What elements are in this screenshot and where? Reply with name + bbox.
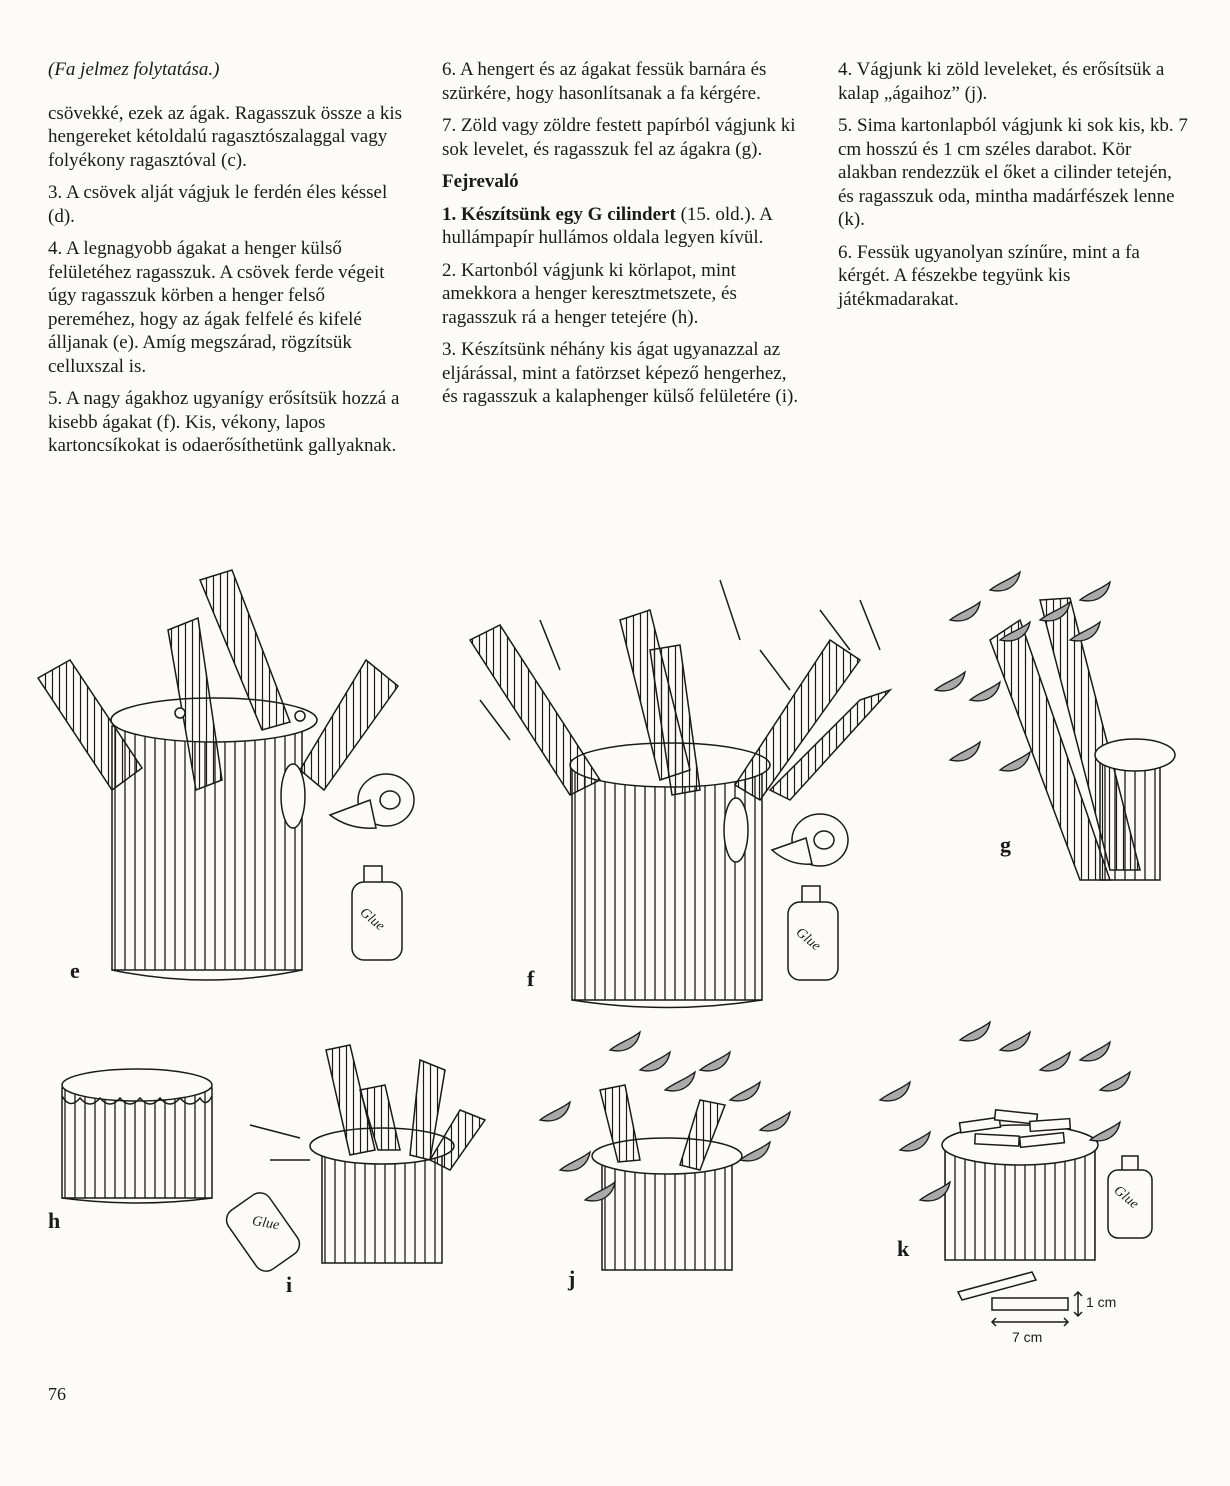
strip-dimension-diagram: [958, 1272, 1082, 1326]
glue-bottle-icon: [222, 1188, 304, 1276]
continuation-note: (Fa jelmez folytatása.): [48, 59, 220, 80]
page-number: 76: [48, 1384, 66, 1404]
figure-h: [62, 1069, 212, 1203]
figure-label-e: e: [70, 958, 80, 983]
paragraph: 3. A csövek alját vágjuk le ferdén éles késsel (d).: [48, 182, 388, 227]
paragraph: 5. A nagy ágakhoz ugyanígy erősítsük hozzá a kisebb ágakat (f). Kis, vékony, lapos kartoncsíkokat is odaerősíthetünk gallyaknak.: [48, 388, 400, 456]
figure-j: [540, 1032, 790, 1270]
glue-label: Glue: [792, 925, 824, 955]
paragraph: 4. Vágjunk ki zöld leveleket, és erősítsük a kalap „ágaihoz” (j).: [838, 59, 1165, 104]
figure-i: [222, 1045, 485, 1276]
paragraph: csövekké, ezek az ágak. Ragasszuk össze a kis hengereket kétoldalú ragasztószalaggal vagy folyékony ragasztóval (c).: [48, 102, 402, 171]
section-heading: Fejrevaló: [442, 171, 519, 192]
dimension-height-label: 1 cm: [1086, 1294, 1117, 1310]
bold-step: 1. Készítsünk egy G cilindert: [442, 203, 676, 225]
step-text: (15. old.). A hullámpapír hullámos oldala legyen kívül.: [442, 203, 772, 248]
figure-label-g: g: [1000, 832, 1011, 857]
paragraph: 6. Fessük ugyanolyan színűre, mint a fa kérgét. A fészekbe tegyünk kis játékmadarakat.: [838, 241, 1140, 310]
figure-label-h: h: [48, 1208, 61, 1233]
paragraph: 4. A legnagyobb ágakat a henger külső felületéhez ragasszuk. A csövek ferde végeit úgy ragasszuk körben a henger felső pereméhez, hogy az ágak felfelé és kifelé álljanak (e). Amíg megszárad, rögzítsük celluxszal is.: [48, 238, 385, 377]
paragraph: 6. A hengert és az ágakat fessük barnára és szürkére, hogy hasonlítsanak a fa kérgére.: [442, 59, 767, 104]
glue-label: Glue: [1110, 1183, 1142, 1213]
paragraph: 5. Sima kartonlapból vágjunk ki sok kis, kb. 7 cm hosszú és 1 cm széles darabot. Kör alakban rendezzük el őket a cilinder tetején, és ragasszuk oda, mintha madárfészek lenne (k).: [838, 115, 1188, 230]
figure-k: [880, 1022, 1152, 1326]
figure-label-f: f: [527, 966, 535, 991]
paragraph: 2. Kartonból vágjunk ki körlapot, mint amekkora a henger keresztmetszete, és ragasszuk rá a henger tetejére (h).: [442, 259, 737, 328]
figure-g: [935, 572, 1175, 880]
glue-label: Glue: [250, 1213, 281, 1234]
dimension-width-label: 7 cm: [1012, 1329, 1043, 1345]
glue-label: Glue: [356, 905, 388, 935]
figure-label-j: j: [568, 1266, 576, 1291]
tape-roll-icon: [772, 814, 848, 866]
paragraph: 7. Zöld vagy zöldre festett papírból vágjunk ki sok levelet, és ragasszuk fel az ágakra (g).: [442, 115, 796, 160]
paragraph: 3. Készítsünk néhány kis ágat ugyanazzal az eljárással, mint a fatörzset képező hengerhez, és ragasszuk a kalaphenger külső felületére (i).: [442, 339, 799, 407]
figure-f: [470, 580, 890, 1008]
tape-roll-icon: [330, 774, 414, 828]
figure-label-k: k: [897, 1236, 910, 1261]
figure-label-i: i: [286, 1272, 293, 1297]
